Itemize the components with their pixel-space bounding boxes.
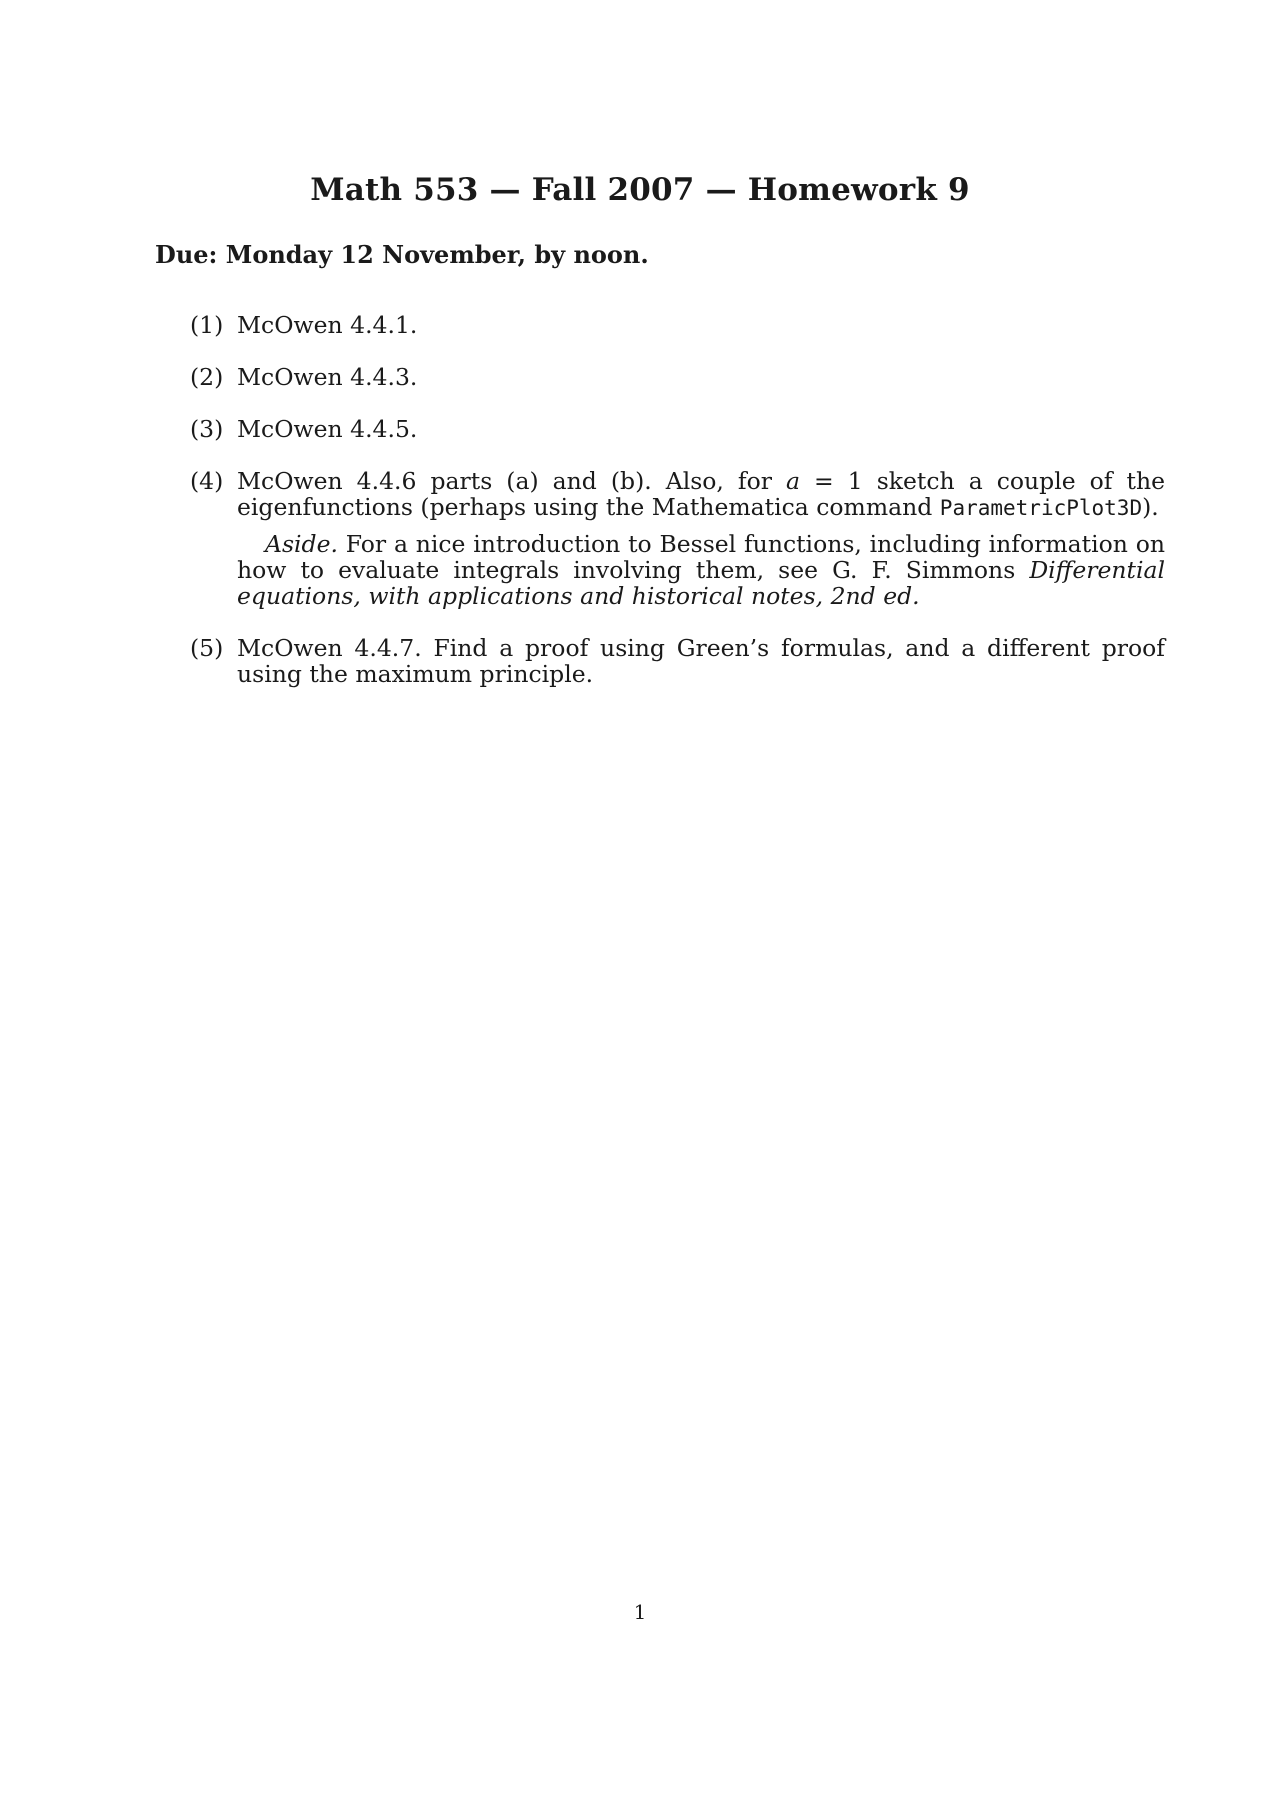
problem-5 <box>190 635 1165 687</box>
aside-text: For a nice introduction to Bessel functions, including information on how to evaluate integrals involving them, see G. F. Simmons <box>237 530 1165 584</box>
math-variable: a <box>786 467 801 495</box>
mathematica-command: ParametricPlot3D <box>939 496 1143 520</box>
problem-1 <box>190 312 1165 338</box>
problem-text: McOwen 4.4.5. <box>237 415 418 443</box>
problem-number: (4) <box>190 467 224 495</box>
aside-note <box>237 531 1165 609</box>
page-number: 1 <box>633 1600 647 1624</box>
problem-text: McOwen 4.4.3. <box>237 363 418 391</box>
problem-list <box>190 312 1165 713</box>
problem-text-part: McOwen 4.4.6 parts (a) and (b). Also, for <box>237 467 787 495</box>
problem-text <box>237 468 1165 609</box>
problem-number: (1) <box>190 311 224 339</box>
problem-text: McOwen 4.4.7. Find a proof using Green’s formulas, and a different proof using the maximum principle. <box>237 634 1165 688</box>
problem-text-part: = 1 sketch a couple of the eigenfunctions (perhaps using the Mathematica command <box>237 467 1165 521</box>
problem-4 <box>190 468 1165 609</box>
aside-label: Aside. <box>265 530 338 558</box>
book-title: Differential equations, with applications and historical notes, 2nd ed. <box>237 556 1165 610</box>
page-title: Math 553 — Fall 2007 — Homework 9 <box>310 172 970 208</box>
problem-text: McOwen 4.4.1. <box>237 311 418 339</box>
problem-3 <box>190 416 1165 442</box>
problem-2 <box>190 364 1165 390</box>
problem-text-part: ). <box>1142 493 1159 521</box>
problem-number: (2) <box>190 363 224 391</box>
problem-number: (3) <box>190 415 224 443</box>
problem-number: (5) <box>190 634 224 662</box>
due-date: Due: Monday 12 November, by noon. <box>155 240 649 269</box>
